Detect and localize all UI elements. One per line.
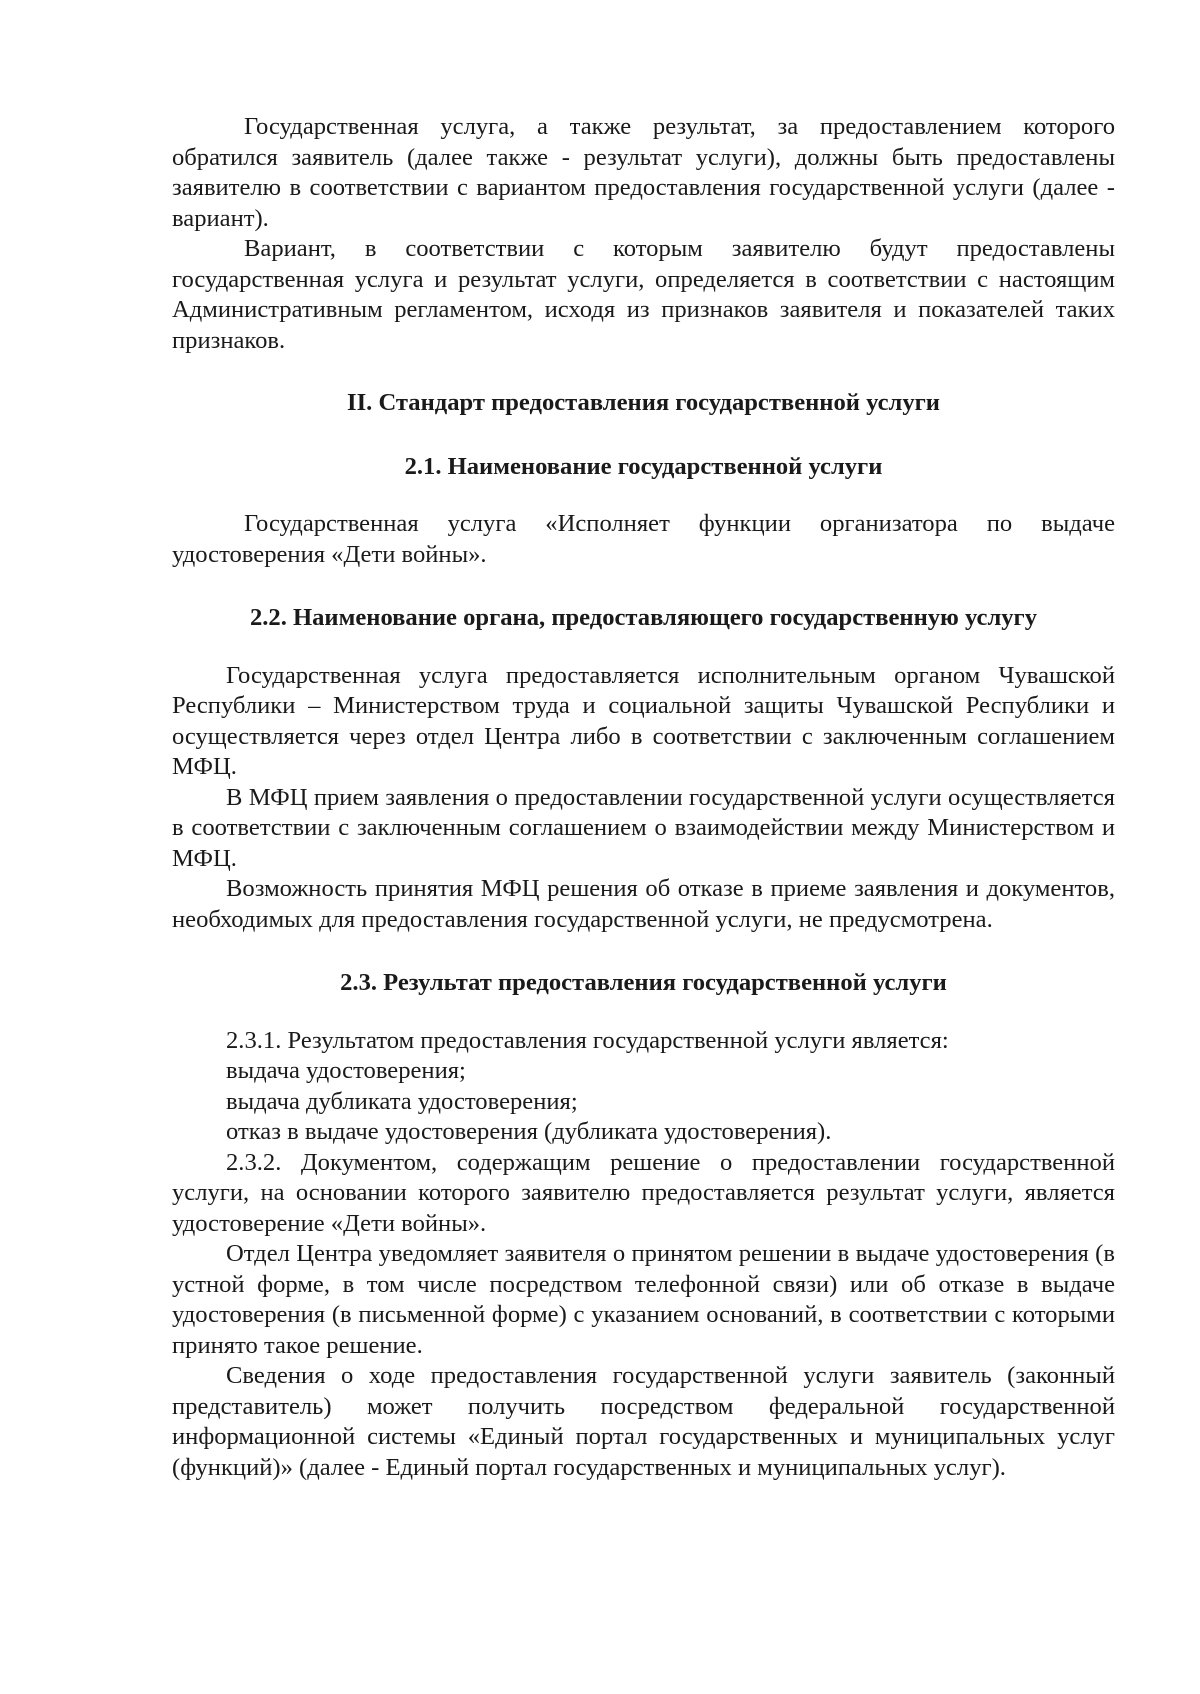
subsection-2-1-paragraph: Государственная услуга «Исполняет функции организатора по выдаче удостоверения «Дети войны». [172, 510, 1115, 568]
subsection-2-2-paragraph-1: Государственная услуга предоставляется исполнительным органом Чувашской Республики – Министерством труда и социальной защиты Чувашской Республики и осуществляется через отдел Центра либо в соответствии с заключенным соглашением МФЦ. [172, 661, 1115, 780]
intro-paragraph-1: Государственная услуга, а также результат, за предоставлением которого обратился заявитель (далее также - результат услуги), должны быть предоставлены заявителю в соответствии с вариантом предоставления государственной услуги (далее - вариант). [172, 113, 1115, 232]
subsection-heading-2-3: 2.3. Результат предоставления государственной услуги [340, 969, 947, 996]
subsection-2-3-paragraph-2: 2.3.2. Документом, содержащим решение о предоставлении государственной услуги, на основании которого заявителю предоставляется результат услуги, является удостоверение «Дети войны». [172, 1148, 1115, 1237]
subsection-2-2-paragraph-3: Возможность принятия МФЦ решения об отказе в приеме заявления и документов, необходимых для предоставления государственной услуги, не предусмотрена. [172, 875, 1115, 933]
subsection-2-2-paragraph-2: В МФЦ прием заявления о предоставлении государственной услуги осуществляется в соответствии с заключенным соглашением о взаимодействии между Министерством и МФЦ. [172, 783, 1115, 872]
subsection-2-3-paragraph-4: Сведения о ходе предоставления государственной услуги заявитель (законный представитель) может получить посредством федеральной государственной информационной системы «Единый портал государственных и муниципальных услуг (функций)» (далее - Единый портал государственных и муниципальных услуг). [172, 1362, 1115, 1481]
document-page [172, 112, 1115, 1483]
section-heading-standard: II. Стандарт предоставления государственной услуги [347, 389, 940, 416]
result-list-item: выдача дубликата удостоверения; [226, 1087, 578, 1115]
intro-paragraph-2: Вариант, в соответствии с которым заявителю будут предоставлены государственная услуга и результат услуги, определяется в соответствии с настоящим Административным регламентом, исходя из признаков заявителя и показателей таких признаков. [172, 235, 1115, 354]
result-list-item: отказ в выдаче удостоверения (дубликата удостоверения). [226, 1118, 832, 1145]
subsection-2-3-paragraph-3: Отдел Центра уведомляет заявителя о принятом решении в выдаче удостоверения (в устной форме, в том числе посредством телефонной связи) или об отказе в выдаче удостоверения (в письменной форме) с указанием оснований, в соответствии с которыми принято такое решение. [172, 1240, 1115, 1359]
result-list-item: выдача удостоверения; [226, 1057, 466, 1084]
subsection-2-3-paragraph-1: 2.3.1. Результатом предоставления государственной услуги является: [226, 1026, 949, 1054]
subsection-heading-2-2: 2.2. Наименование органа, предоставляющего государственную услугу [249, 604, 1038, 631]
subsection-heading-2-1: 2.1. Наименование государственной услуги [404, 452, 883, 480]
